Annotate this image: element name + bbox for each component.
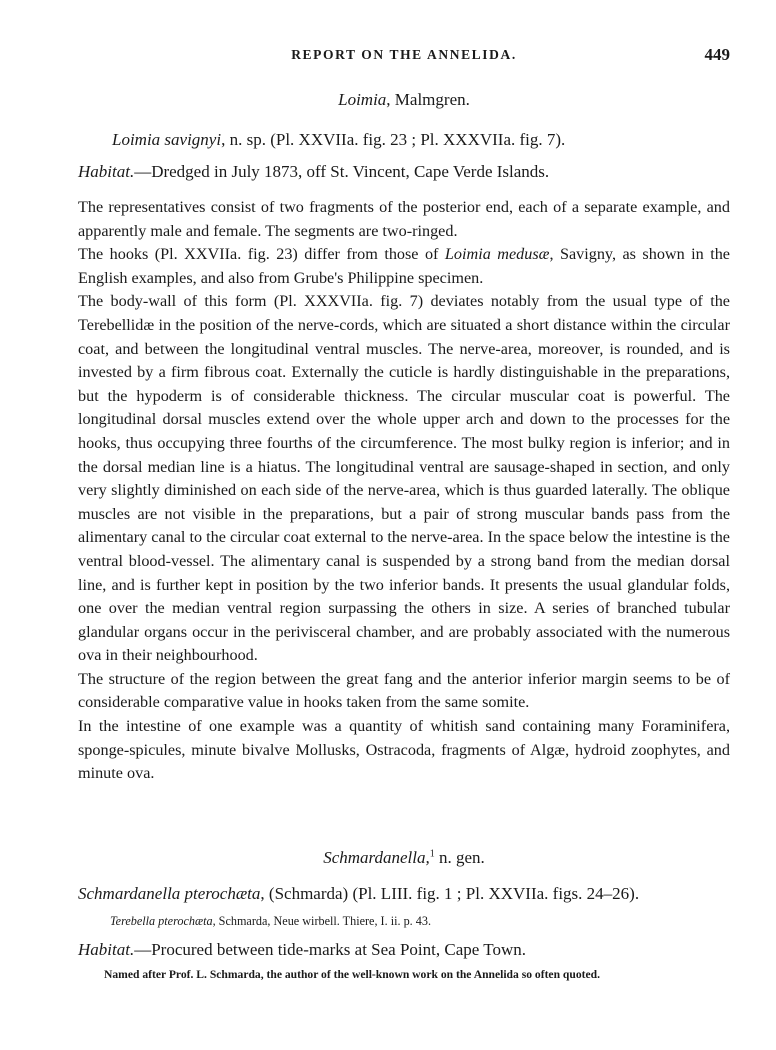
species-citation: , n. sp. (Pl. XXVIIa. fig. 23 ; Pl. XXXVIIa. fig. 7). — [221, 130, 566, 149]
genus-heading-schmardanella — [78, 848, 730, 868]
page-header — [78, 45, 730, 67]
species-heading-loimia — [112, 130, 732, 150]
paragraph-hooks: The hooks (Pl. XXVIIa. fig. 23) differ from those of Loimia medusæ, Savigny, as shown in the English examples, and also from Grube's Philippine specimen. — [78, 245, 730, 287]
footnote-marker: 1 — [429, 848, 435, 860]
species-heading-schmardanella — [78, 884, 730, 904]
paragraph-representatives: The representatives consist of two fragments of the posterior end, each of a separate example, and apparently male and female. The segments are two-ringed. — [78, 198, 730, 240]
genus-name: Loimia — [338, 90, 387, 109]
synonym-name: Terebella pterochæta — [110, 914, 213, 928]
genus-heading-loimia — [78, 90, 730, 110]
habitat-loimia — [78, 162, 730, 182]
body-text — [78, 196, 730, 786]
habitat-label: Habitat. — [78, 162, 135, 181]
genus-name: Schmardanella, — [323, 848, 430, 867]
species-name: Loimia savignyi — [112, 130, 222, 149]
italic-species-medusae: Loimia medusæ — [444, 245, 550, 264]
species-name: Schmardanella pterochæta — [78, 884, 261, 903]
running-title: REPORT ON THE ANNELIDA. — [291, 47, 517, 62]
paragraph-structure: The structure of the region between the great fang and the anterior inferior margin seems to be of considerable comparative value in hooks taken from the same somite. — [78, 669, 730, 712]
genus-author: , Malmgren. — [386, 90, 470, 109]
species-citation: , (Schmarda) (Pl. LIII. fig. 1 ; Pl. XXVIIa. figs. 24–26). — [260, 884, 640, 903]
habitat-schmardanella — [78, 940, 730, 960]
page-number: 449 — [704, 45, 730, 64]
habitat-label: Habitat. — [78, 940, 135, 959]
synonym-citation: , Schmarda, Neue wirbell. Thiere, I. ii. p. 43. — [212, 914, 431, 928]
paragraph-body-wall: The body-wall of this form (Pl. XXXVIIa. fig. 7) deviates notably from the usual type of the Terebellidæ in the position of the nerve-cords, which are situated a short distance within the circular coat, and between the longitudinal ventral muscles. The nerve-area, moreover, is rounded, and is invested by a firm fibrous coat. Externally the cuticle is hardly distinguishable in the preparations, but the hypoderm is of considerable thickness. The circular muscular coat is powerful. The longitudinal dorsal muscles extend over the whole upper arch and down to the processes for the hooks, thus occupying three fourths of the circumference. The most bulky region is inferior; and in the dorsal median line is a hiatus. The longitudinal ventral are sausage-shaped in section, and only very slightly diminished on each side of the nerve-area, which is thus guarded laterally. The oblique muscles are not visible in the preparations, but a pair of strong muscular bands pass from the alimentary canal to the circular coat external to the nerve-area. In the space below the intestine is the ventral blood-vessel. The alimentary canal is suspended by a strong band from the median dorsal line, and is further kept in position by the two inferior bands. It presents the usual glandular folds, one over the median ventral region surpassing the others in size. A series of branched tubular glandular organs occur in the perivisceral chamber, and are probably associated with the numerous ova in their neighbourhood. — [78, 292, 730, 665]
footnote: Named after Prof. L. Schmarda, the author of the well-known work on the Annelida so often quoted. — [104, 968, 600, 981]
synonymy-line — [110, 914, 730, 929]
habitat-text: —Procured between tide-marks at Sea Point, Cape Town. — [134, 940, 526, 959]
paragraph-intestine: In the intestine of one example was a quantity of whitish sand containing many Foraminifera, sponge-spicules, minute bivalve Mollusks, Ostracoda, fragments of Algæ, hydroid zoophytes, and minute ova. — [78, 717, 730, 783]
habitat-text: —Dredged in July 1873, off St. Vincent, Cape Verde Islands. — [134, 162, 550, 181]
genus-status: n. gen. — [434, 848, 485, 867]
